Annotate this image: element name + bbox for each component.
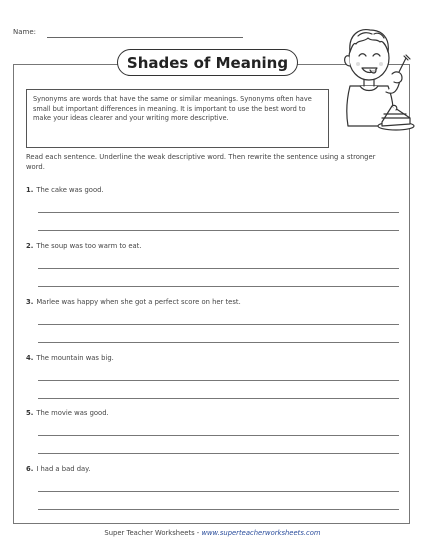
answer-line-5a[interactable] (38, 435, 399, 436)
name-field-line[interactable] (47, 37, 243, 38)
question-3 (26, 298, 241, 306)
answer-line-2b[interactable] (38, 286, 399, 287)
answer-line-6a[interactable] (38, 491, 399, 492)
name-label: Name: (13, 28, 37, 36)
answer-line-3b[interactable] (38, 342, 399, 343)
question-6 (26, 465, 90, 473)
answer-line-2a[interactable] (38, 268, 399, 269)
footer-url-link[interactable]: www.superteacherworksheets.com (201, 529, 321, 537)
question-text: The cake was good. (36, 186, 104, 194)
answer-line-1a[interactable] (38, 212, 399, 213)
question-text: The mountain was big. (36, 354, 114, 362)
question-text: The soup was too warm to eat. (36, 242, 142, 250)
footer-brand: Super Teacher Worksheets - (104, 529, 202, 537)
question-1 (26, 186, 104, 194)
answer-line-4a[interactable] (38, 380, 399, 381)
question-2 (26, 242, 142, 250)
intro-box (26, 89, 329, 148)
question-text: I had a bad day. (36, 465, 91, 473)
answer-line-5b[interactable] (38, 453, 399, 454)
question-number: 2. (26, 242, 34, 250)
question-number: 3. (26, 298, 34, 306)
answer-line-3a[interactable] (38, 324, 399, 325)
question-number: 1. (26, 186, 34, 194)
question-text: The movie was good. (36, 409, 109, 417)
question-4 (26, 354, 114, 362)
question-text: Marlee was happy when she got a perfect score on her test. (36, 298, 241, 306)
footer (0, 529, 425, 537)
question-5 (26, 409, 109, 417)
page-title: Shades of Meaning (117, 49, 298, 76)
question-number: 6. (26, 465, 34, 473)
answer-line-6b[interactable] (38, 509, 399, 510)
boy-eating-cake-icon (336, 14, 416, 144)
directions-text: Read each sentence. Underline the weak descriptive word. Then rewrite the sentence using a stronger word. (26, 153, 376, 171)
question-number: 5. (26, 409, 34, 417)
question-number: 4. (26, 354, 34, 362)
answer-line-1b[interactable] (38, 230, 399, 231)
answer-line-4b[interactable] (38, 398, 399, 399)
intro-text: Synonyms are words that have the same or similar meanings. Synonyms often have small but important differences in meaning. It is important to use the best word to make your ideas clearer and your writing more descriptive. (33, 95, 312, 123)
